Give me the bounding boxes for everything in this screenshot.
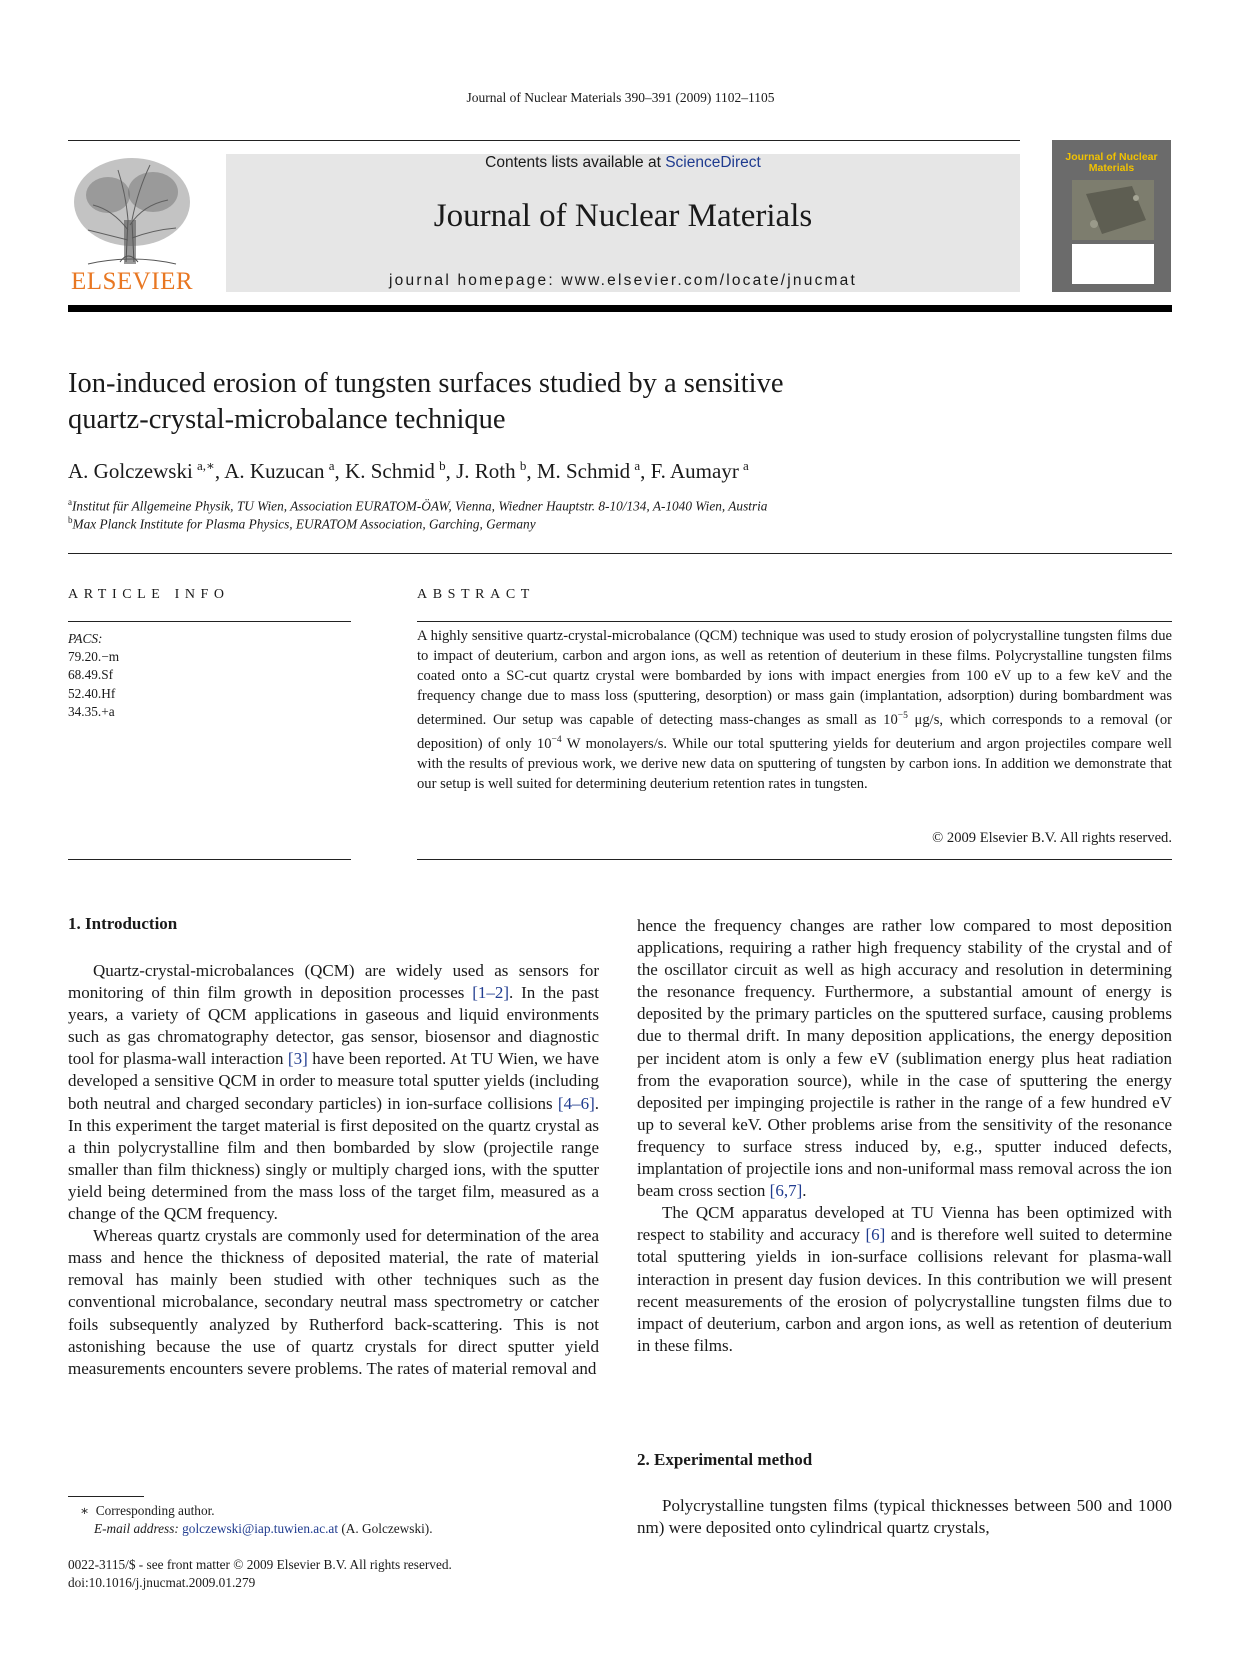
- citation-link[interactable]: [3]: [287, 1049, 308, 1069]
- footnote-corresponding: ∗ Corresponding author.: [80, 1503, 215, 1518]
- author: M. Schmid $^a$,: [536, 458, 651, 483]
- right-column: [637, 915, 1172, 1357]
- doi-line[interactable]: doi:10.1016/j.jnucmat.2009.01.279: [68, 1575, 256, 1590]
- title-line-2: quartz-crystal-microbalance technique: [68, 404, 506, 435]
- elsevier-logo: [68, 150, 196, 296]
- right-column-section-2: [637, 1495, 1172, 1539]
- sciencedirect-link[interactable]: ScienceDirect: [665, 154, 761, 171]
- paragraph: hence the frequency changes are rather low compared to most deposition applications, requiring a rather high frequency stability of the crystal and of the oscillator circuit as well as high accuracy and resolution in determining the resonance frequency. Furthermore, a substantial amount of energy is deposited by the primary particles on the sputtered surface, causing problems due to thermal drift. In many deposition applications, the energy deposition per incident atom is only a few eV (sublimation energy plus heat radiation from the evaporation source), while in the case of sputtering the energy deposited per impinging projectile is rather in the range of a few hundred eV up to several keV. Other problems arise from the sensitivity of the resonance frequency to surface stress induced by, e.g., sputter induced defects, implantation of projectile ions and non-uniformal mass removal across the ion beam cross section [6,7].: [637, 916, 1172, 1201]
- contents-prefix: Contents lists available at: [485, 154, 666, 171]
- pacs-code: 34.35.+a: [68, 703, 115, 719]
- contents-line: [226, 154, 1020, 172]
- article-info-top-rule: [68, 621, 351, 622]
- paragraph: The QCM apparatus developed at TU Vienna has been optimized with respect to stability and accuracy [6] and is therefore well suited to determine total sputtering yields in ion-surface collisions relevant for plasma-wall interaction in present day fusion devices. In this contribution we will present recent measurements of the erosion of polycrystalline tungsten films due to impact of deuterium, carbon and argon ions, as well as retention of deuterium in these films.: [637, 1203, 1173, 1355]
- author: A. Golczewski $^{a,∗}$,: [68, 458, 225, 483]
- paragraph: Polycrystalline tungsten films (typical thicknesses between 500 and 1000 nm) were deposited onto cylindrical quartz crystals,: [637, 1496, 1172, 1538]
- abstract-text: A highly sensitive quartz-crystal-microbalance (QCM) technique was used to study erosion of polycrystalline tungsten films due to impact of deuterium, carbon and argon ions, as well as retention of deuterium in these films. Polycrystalline tungsten films coated onto a SC-cut quartz crystal were bombarded by ions with impact energies from 100 eV up to a few keV and the frequency change due to mass loss (sputtering, desorption) or mass gain (implantation, adsorption) during bombardment was determined. Our setup was capable of detecting mass-changes as small as $10^{-5}$ μg/s, which corresponds to a removal (or deposition) of only $10^{-4}$ W monolayers/s. While our total sputtering yields for deuterium and argon projectiles compare well with the results of previous work, we derive new data on sputtering of tungsten by carbon ions. In addition we demonstrate that our setup is well suited for determining deuterium retention rates in tungsten.: [417, 628, 1172, 792]
- abstract-copyright: © 2009 Elsevier B.V. All rights reserved.: [932, 830, 1172, 846]
- header-thick-rule: [68, 305, 1172, 312]
- abstract-top-rule: [417, 621, 1172, 622]
- citation-link[interactable]: [1–2]: [472, 983, 510, 1003]
- pacs-code: 68.49.Sf: [68, 667, 114, 683]
- article-title: [68, 366, 1068, 438]
- paragraph: Quartz-crystal-microbalances (QCM) are widely used as sensors for monitoring of thin film growth in deposition processes [1–2]. In the past years, a variety of QCM applications in gaseous and liquid environments such as gas chromatography detector, gas sensor, biosensor and diagnostic tool for plasma-wall interaction [3] have been reported. At TU Wien, we have developed a sensitive QCM in order to measure total sputter yields (including both neutral and charged secondary particles) in ion-surface collisions [4–6]. In this experiment the target material is first deposited on the quartz crystal as a thin polycrystalline film and then bombarded by slow (projectile range smaller than film thickness) singly or multiply charged ions, with the sputter yield being determined from the mass loss of the target film, measured as a change of the QCM frequency.: [68, 961, 599, 1224]
- left-column: [68, 960, 599, 1380]
- cover-image: [1072, 180, 1154, 240]
- issn-line: 0022-3115/$ - see front matter © 2009 Elsevier B.V. All rights reserved.: [68, 1557, 452, 1572]
- author: J. Roth $^b$,: [456, 458, 537, 483]
- footnote-rule: [68, 1496, 144, 1497]
- author: A. Kuzucan $^a$,: [224, 458, 346, 483]
- journal-homepage[interactable]: journal homepage: www.elsevier.com/locate/jnucmat: [389, 272, 857, 289]
- citation-link[interactable]: [6,7]: [769, 1181, 803, 1201]
- affiliation-a: $^a$Institut für Allgemeine Physik, TU Wien, Association EURATOM-ÖAW, Vienna, Wiedner Hauptstr. 8-10/134, A-1040 Wien, Austria: [68, 497, 768, 514]
- citation-link[interactable]: [4–6]: [557, 1093, 595, 1113]
- journal-name: Journal of Nuclear Materials: [433, 198, 813, 234]
- elsevier-wordmark: ELSEVIER: [70, 268, 194, 295]
- header-top-rule: [68, 140, 1020, 141]
- author: F. Aumayr $^a$: [650, 458, 749, 483]
- section-2-heading: 2. Experimental method: [637, 1450, 813, 1469]
- pacs-label: PACS:: [68, 631, 103, 646]
- cover-title: Journal of Nuclear Materials: [1065, 151, 1158, 174]
- journal-cover: [1052, 140, 1171, 292]
- article-info-bottom-rule: [68, 859, 351, 860]
- section-1-heading: 1. Introduction: [68, 914, 178, 933]
- pacs-code: 79.20.−m: [68, 649, 120, 665]
- article-info: [68, 630, 348, 721]
- journal-banner: [226, 154, 1020, 292]
- running-head: Journal of Nuclear Materials 390–391 (2009) 1102–1105: [466, 90, 775, 105]
- title-line-1: Ion-induced erosion of tungsten surfaces studied by a sensitive: [68, 368, 784, 399]
- abstract-bottom-rule: [417, 859, 1172, 860]
- pacs-code: 52.40.Hf: [68, 685, 116, 701]
- author-list: [68, 458, 1168, 484]
- email-link[interactable]: golczewski@iap.tuwien.ac.at: [182, 1521, 339, 1536]
- abstract-heading: ABSTRACT: [417, 587, 535, 602]
- footnote-email: E-mail address: golczewski@iap.tuwien.ac.at (A. Golczewski).: [94, 1521, 433, 1536]
- footnote-mark: ∗: [80, 1503, 90, 1518]
- paragraph: Whereas quartz crystals are commonly used for determination of the area mass and hence the thickness of deposited material, the rate of material removal has mainly been studied with other techniques such as the conventional microbalance, secondary neutral mass spectrometry or catcher foils subsequently analyzed by Rutherford back-scattering. This is not astonishing because the use of quartz crystals for direct sputter yield measurements encounters severe problems. The rates of material removal and: [68, 1226, 599, 1378]
- affiliation-rule: [68, 553, 1172, 554]
- affiliation-b: $^b$Max Planck Institute for Plasma Physics, EURATOM Association, Garching, Germany: [68, 515, 536, 532]
- cover-white-panel: [1072, 244, 1154, 284]
- cover-micrograph-icon: [1072, 180, 1154, 240]
- author: K. Schmid $^b$,: [345, 458, 457, 483]
- citation-link[interactable]: [6]: [865, 1225, 886, 1245]
- article-info-heading: ARTICLE INFO: [68, 587, 230, 602]
